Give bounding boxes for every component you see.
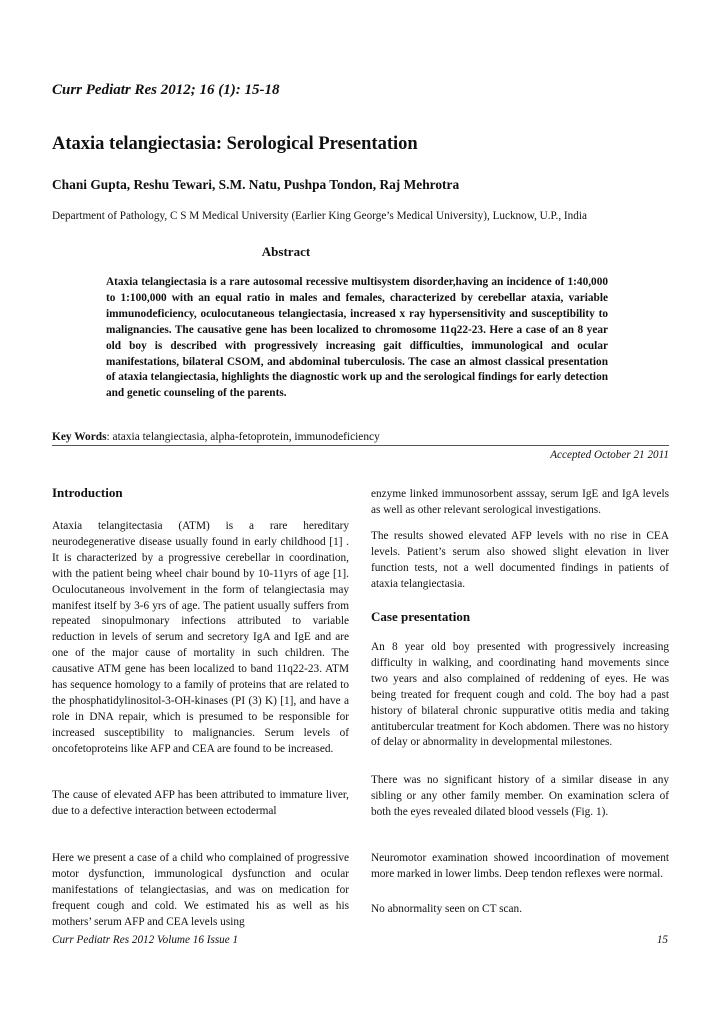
accepted-date: Accepted October 21 2011	[550, 449, 669, 461]
keywords	[52, 431, 380, 443]
intro-paragraph-3: Here we present a case of a child who complained of progressive motor dysfunction, immunological dysfunction and ocular manifestations of telangiectasias, and was on medication for frequent cough and cold. We estimated his as well as his mothers’ serum AFP and CEA levels using	[52, 852, 349, 928]
abstract-text: Ataxia telangiectasia is a rare autosomal recessive multisystem disorder,having an incidence of 1:40,000 to 1:100,000 with an equal ratio in males and females, characterized by cerebellar ataxia, variable immunodeficiency, oculocutaneous telangiectasia, increased x ray hypersensitivity and susceptibility to malignancies. The causative gene has been localized to chromosome 11q22-23. Here a case of an 8 year old boy is described with progressively increasing gait difficulties, immunological and ocular manifestations, bilateral CSOM, and abdominal tuberculosis. The case an almost classical presentation of ataxia telangiectasia, highlights the diagnostic work up and the serological findings for early detection and genetic counseling of the parents.	[106, 276, 608, 400]
journal-citation: Curr Pediatr Res 2012; 16 (1): 15-18	[52, 82, 280, 98]
divider-rule	[52, 445, 669, 446]
introduction-heading: Introduction	[52, 485, 123, 500]
article-title: Ataxia telangiectasia: Serological Presentation	[52, 134, 418, 154]
case-paragraph-4: No abnormality seen on CT scan.	[371, 903, 523, 915]
abstract-heading-row	[0, 244, 720, 260]
case-presentation-heading: Case presentation	[371, 609, 471, 624]
intro-paragraph-2: The cause of elevated AFP has been attributed to immature liver, due to a defective interaction between ectodermal	[52, 789, 349, 817]
case-paragraph-1: An 8 year old boy presented with progressively increasing difficulty in walking, and coordinating hand movements since two years and also complained of reddening of eyes. He was being treated for frequent cough and cold. The boy had a past history of bilateral chronic suppurative otitis media and taking antitubercular treatment for Koch abdomen. There was no history of delay or abnormality in developmental milestones.	[371, 641, 669, 749]
affiliation: Department of Pathology, C S M Medical University (Earlier King George’s Medical University), Lucknow, U.P., India	[52, 210, 587, 222]
case-paragraph-2: There was no significant history of a similar disease in any sibling or any other family member. On examination sclera of both the eyes revealed dilated blood vessels (Fig. 1).	[371, 774, 669, 818]
abstract-heading: Abstract	[261, 244, 311, 259]
right-paragraph-1: enzyme linked immunosorbent asssay, serum IgE and IgA levels as well as other relevant serological investigations.	[371, 488, 669, 516]
intro-paragraph-1: Ataxia telangitectasia (ATM) is a rare hereditary neurodegenerative disease usually found in early childhood [1] . It is characterized by a progressive cerebellar in coordination, with the patient being wheel chair bound by 10-11yrs of age [1]. Oculocutaneous involvement in the form of telangiectasia may manifest itself by 3-6 yrs of age. The patient usually suffers from repeated sinopulmonary infections attributed to variable reduction in levels of serum and secretory IgA and IgE and are one of the major cause of mortality in such children. The causative ATM gene has been localized to band 11q22-23. ATM has sequence homology to a family of proteins that are related to the phosphatidylinositol-3-OH-kinases (PI (3) K) [1], and have a role in DNA repair, which is presumed to be responsible for increased susceptibility to malignancies. Serum levels of oncofetoproteins like AFP and CEA are found to be increased.	[52, 520, 349, 755]
author-list: Chani Gupta, Reshu Tewari, S.M. Natu, Pushpa Tondon, Raj Mehrotra	[52, 177, 460, 192]
keywords-label: Key Words	[52, 431, 107, 443]
page-number: 15	[656, 934, 668, 946]
footer-citation: Curr Pediatr Res 2012 Volume 16 Issue 1	[52, 934, 239, 946]
keywords-text: : ataxia telangiectasia, alpha-fetoprotein, immunodeficiency	[106, 431, 380, 443]
case-paragraph-3: Neuromotor examination showed incoordination of movement more marked in lower limbs. Deep tendon reflexes were normal.	[371, 852, 669, 880]
right-paragraph-2: The results showed elevated AFP levels with no rise in CEA levels. Patient’s serum also showed slight elevation in liver function tests, not a well documented findings in patients of ataxia telangiectasia.	[371, 530, 669, 590]
